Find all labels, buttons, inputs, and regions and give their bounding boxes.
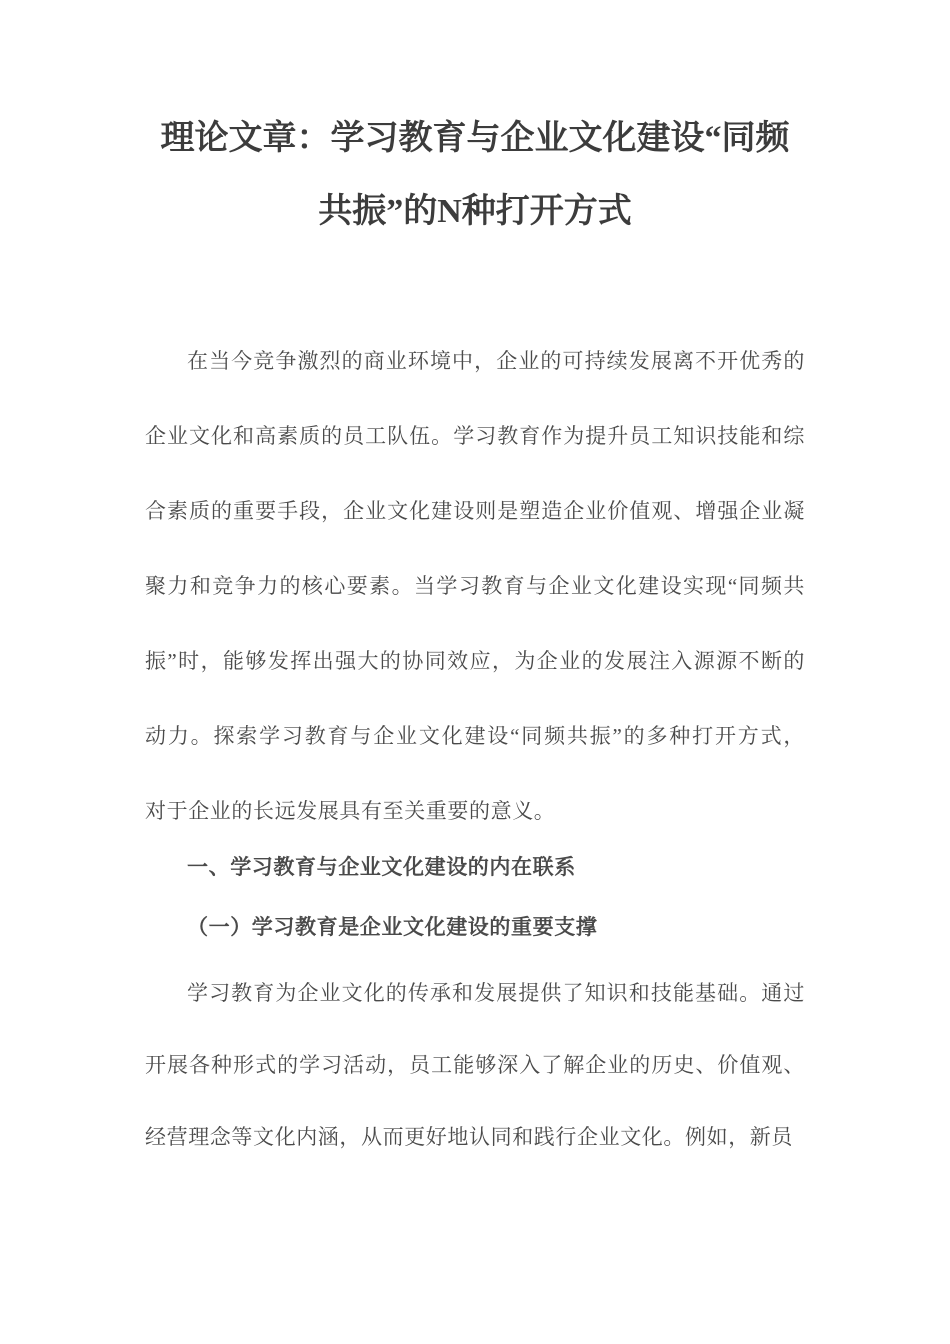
paragraph-line: 聚力和竞争力的核心要素。当学习教育与企业文化建设实现“同频共	[145, 574, 805, 598]
paragraph-line: 企业文化和高素质的员工队伍。学习教育作为提升员工知识技能和综	[145, 424, 805, 448]
paragraph-line: 经营理念等文化内涵，从而更好地认同和践行企业文化。例如，新员	[145, 1125, 793, 1149]
intro-paragraph	[145, 324, 805, 849]
paragraph-line: 学习教育为企业文化的传承和发展提供了知识和技能基础。通过	[187, 981, 805, 1005]
title-line-2: 共振”的N种打开方式	[318, 193, 632, 230]
paragraph-line: 在当今竞争激烈的商业环境中，企业的可持续发展离不开优秀的	[187, 349, 805, 373]
section-heading: 一、学习教育与企业文化建设的内在联系	[187, 855, 576, 879]
title-line-1: 理论文章：学习教育与企业文化建设“同频	[160, 120, 790, 157]
paragraph-line: 振”时，能够发挥出强大的协同效应，为企业的发展注入源源不断的	[145, 649, 805, 673]
document-title	[145, 102, 805, 248]
paragraph-line: 对于企业的长远发展具有至关重要的意义。	[145, 799, 556, 823]
subsection-heading: （一）学习教育是企业文化建设的重要支撑	[187, 915, 598, 939]
paragraph-line: 合素质的重要手段，企业文化建设则是塑造企业价值观、增强企业凝	[145, 499, 805, 523]
paragraph-line: 开展各种形式的学习活动，员工能够深入了解企业的历史、价值观、	[145, 1053, 805, 1077]
paragraph-line: 动力。探索学习教育与企业文化建设“同频共振”的多种打开方式，	[145, 724, 805, 748]
body-paragraph	[145, 957, 805, 1173]
